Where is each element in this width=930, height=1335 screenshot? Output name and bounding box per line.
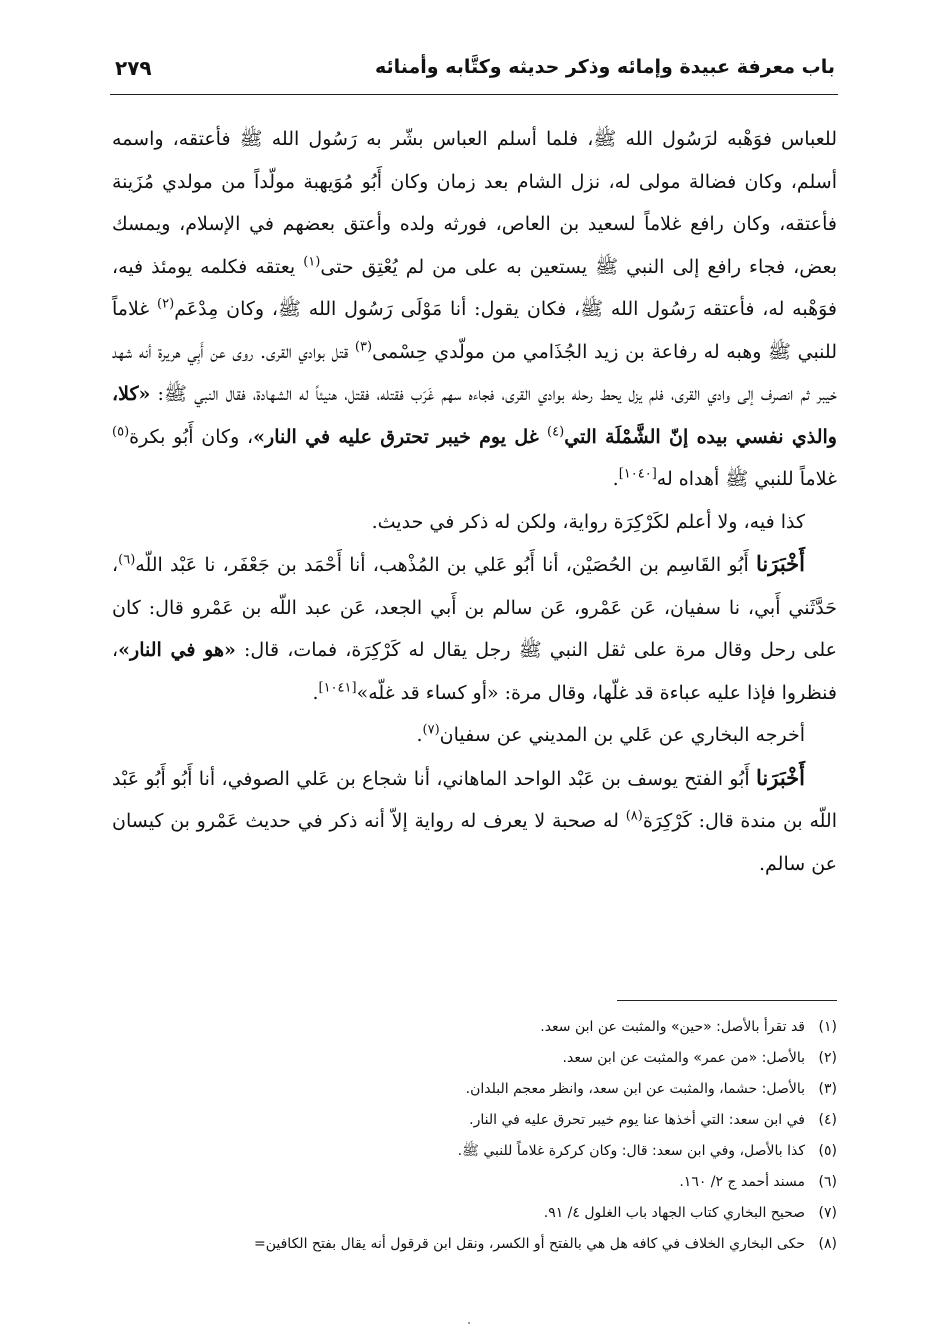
paragraph-2: كذا فيه، ولا أعلم لكَرْكِرَة رواية، ولكن له ذكر في حديث. [371, 510, 805, 533]
footnote-ref-2: (٢) [157, 296, 175, 312]
source-ref: [١٠٤١] [318, 680, 357, 696]
footnote-ref-6: (٦) [118, 552, 136, 568]
footnote-text: بالأصل: حشما، والمثبت عن ابن سعد، وانظر معجم البلدان. [465, 1081, 805, 1097]
text-run: غلاماً للنبي ﷺ أهداه له [656, 468, 837, 490]
chapter-title: باب معرفة عبيدة وإمائه وذكر حديثه وكتَّابه وأمنائه [374, 56, 835, 78]
hadith-quote: «كلا، والذي نفسي بيده إنّ الشَّمْلَة التي [112, 383, 837, 448]
hadith-quote: غل يوم خيبر تحترق عليه في النار» [253, 425, 548, 448]
footnote-divider [617, 1000, 837, 1001]
text-run: أخرجه البخاري عن عَلي بن المديني عن سفيان [439, 724, 805, 746]
footnote-number: (٥) [818, 1143, 837, 1159]
text-run: يعتقه فكلمه يومئذ فيه، فوَهْبه له، فأعتقه رَسُول الله ﷺ، فكان يقول: أنا مَوْلَى رَسُول الله ﷺ، وكان مِدْعَم [112, 255, 837, 320]
header-divider [110, 94, 838, 95]
footnote-1 [100, 1012, 837, 1043]
text-run: . [312, 681, 319, 704]
text-run: قتل بوادي القرى. روى عن أَبِي هريرة أنه شهد خيبر ثم انصرف إلى وادي القرى، فلم يزل يحط رحله بوادي القرى، فجاءه سهم غَرَب فقتله، فقتل، هنيئاً له الشهادة، فقال النبي ﷺ: [112, 340, 837, 405]
footnote-text: صحيح البخاري كتاب الجهاد باب الغلول ٤/ ٩١. [543, 1205, 805, 1221]
main-text [112, 118, 837, 885]
footnote-3 [100, 1074, 837, 1105]
text-run: . [612, 468, 619, 490]
footnote-4 [100, 1105, 837, 1136]
footnote-number: (٤) [818, 1112, 837, 1128]
footnotes [100, 1012, 837, 1260]
footnote-ref-3: (٣) [354, 339, 373, 355]
footnote-5 [100, 1136, 837, 1167]
footnote-number: (٧) [818, 1205, 837, 1221]
source-ref: [١٠٤٠] [618, 466, 657, 482]
paragraph-5 [112, 757, 837, 886]
text-run: له صحبة لا يعرف له رواية إلاّ أنه ذكر في حديث عَمْرو بن كيسان عن سالم. [112, 810, 837, 875]
text-run: ، فنظروا فإذا عليه عباءة قد غلّها، وقال مرة: «أو كساء قد غلّه» [112, 639, 837, 704]
footnote-text: بالأصل: «من عمر» والمثبت عن ابن سعد. [562, 1050, 805, 1066]
hadith-quote: «هو في النار» [118, 639, 236, 661]
text-run: للعباس فوَهْبه لرَسُول الله ﷺ، فلما أسلم العباس بشّر به رَسُول الله ﷺ فأعتقه، واسمه أسلم، وكان فضالة مولى له، نزل الشام بعد زمان وكان أَبُو مُوَيهبة مولّداً من مولدي مُزَينة فأعتقه، وكان رافع غلاماً لسعيد بن العاص، فورثه ولده وأعتق بعضهم في الإسلام، ويمسك بعض، فجاء رافع إلى النبي ﷺ يستعين به على من لم يُعْتِق حتى [112, 128, 837, 278]
text-run: أَبُو القَاسِم بن الحُصَيْن، أنا أَبُو عَلي بن المُذْهب، أنا أَحْمَد بن جَعْفَر، نا عَبْد اللّه [135, 554, 757, 576]
text-run: ، وكان أَبُو بكرة [129, 425, 254, 448]
scan-speck [468, 1322, 470, 1324]
footnote-text: في ابن سعد: التي أخذها عنا يوم خيبر تحرق عليه في النار. [469, 1112, 805, 1128]
footnote-7 [100, 1198, 837, 1229]
paragraph-1 [112, 118, 837, 501]
footnote-ref-8: (٨) [625, 808, 643, 824]
text-run: أَبُو الفتح يوسف بن عَبْد الواحد الماهاني، أنا شجاع بن عَلي الصوفي، أنا أَبُو أَبُو عَبْد اللّه بن مندة قال: كَرْكِرَة [112, 767, 837, 832]
akhbarana-word: أَخْبَرَنا [756, 551, 805, 576]
footnote-text: كذا بالأصل، وفي ابن سعد: قال: وكان كركرة غلاماً للنبي ﷺ. [457, 1143, 805, 1159]
footnote-text: قد تقرأ بالأصل: «حين» والمثبت عن ابن سعد. [540, 1019, 805, 1035]
paragraph-4 [112, 714, 837, 757]
footnote-6 [100, 1167, 837, 1198]
akhbarana-word: أَخْبَرَنا [756, 764, 805, 790]
footnote-8 [100, 1229, 837, 1260]
footnote-text: حكى البخاري الخلاف في كافه هل هي بالفتح أو الكسر، ونقل ابن قرقول أنه يقال بفتح الكافين= [254, 1236, 805, 1252]
footnote-2 [100, 1043, 837, 1074]
footnote-ref-5: (٥) [112, 424, 130, 440]
footnote-number: (٨) [818, 1236, 837, 1252]
text-run: ، حَدَّثَني أَبي، نا سفيان، عَن عَمْرو، عَن سالم بن أَبي الجعد، عَن عبد اللّه بن عَمْرو قال: كان على رحل وقال مرة على ثقل النبي ﷺ رجل يقال له كَرْكِرَة، فمات، قال: [112, 554, 837, 661]
footnote-number: (٢) [818, 1050, 837, 1066]
page-number: ٢٧٩ [115, 56, 152, 80]
running-header [115, 46, 835, 86]
text-run: غلاماً للنبي ﷺ وهبه له رفاعة بن زيد الجُذَامي من مولّدي حِسْمى [112, 298, 837, 363]
footnote-number: (٣) [818, 1081, 837, 1097]
footnote-ref-4: (٤) [547, 424, 565, 440]
footnote-ref-7: (٧) [422, 722, 440, 738]
footnote-number: (١) [818, 1019, 837, 1035]
text-run: . [416, 724, 423, 746]
footnote-ref-1: (١) [303, 254, 321, 270]
paragraph-3 [112, 543, 837, 714]
footnote-number: (٦) [818, 1174, 837, 1190]
footnote-text: مسند أحمد ج ٢/ ١٦٠. [679, 1174, 805, 1190]
